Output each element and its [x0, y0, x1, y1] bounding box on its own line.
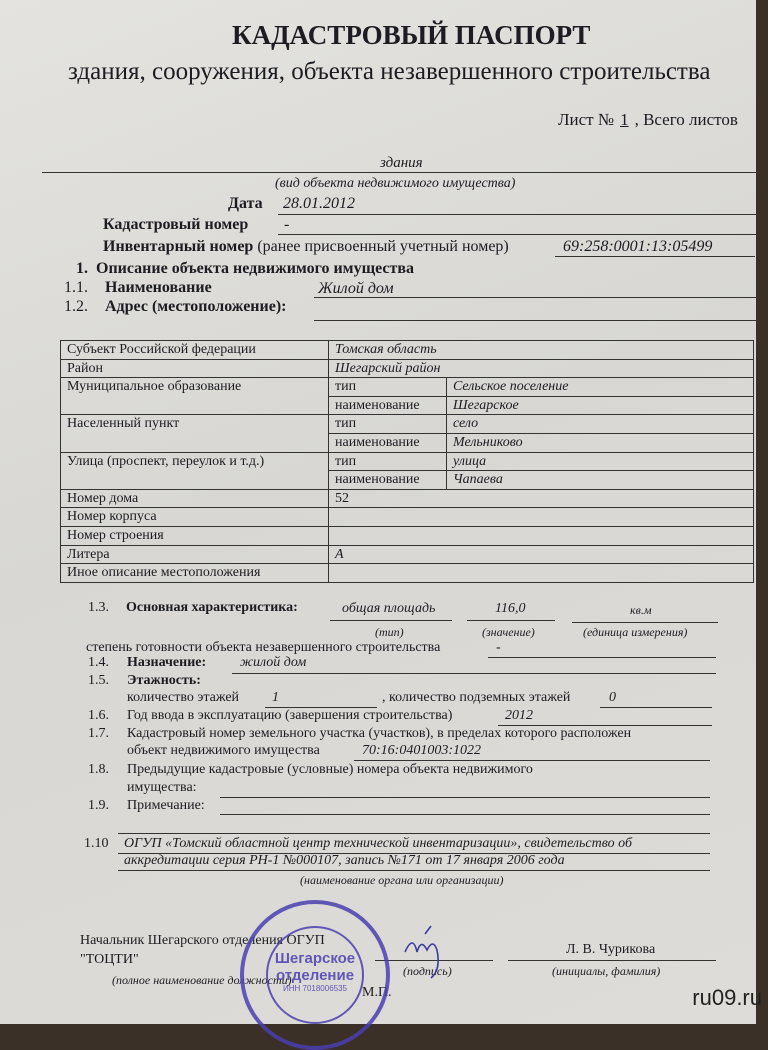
sheet-label: Лист № — [558, 110, 615, 129]
document-subtitle: здания, сооружения, объекта незавершенного строительства — [68, 58, 711, 85]
type-label: тип — [329, 378, 447, 397]
type-label: тип — [329, 452, 447, 471]
subject-value: Томская область — [329, 341, 754, 360]
address-label: Адрес (местоположение): — [105, 298, 287, 315]
watermark: ru09.ru — [692, 985, 762, 1010]
building-label: Номер корпуса — [61, 508, 329, 527]
object-type-caption: (вид объекта недвижимого имущества) — [275, 176, 516, 191]
cadastral-value: - — [284, 216, 290, 233]
main-value: 116,0 — [495, 601, 526, 616]
street-type: улица — [447, 452, 754, 471]
house-value: 52 — [329, 489, 754, 508]
name-sublabel: наименование — [329, 471, 447, 490]
item-number: 1.1. — [64, 279, 88, 296]
settlement-label: Населенный пункт — [61, 415, 329, 452]
underground-value: 0 — [609, 690, 616, 705]
date-label: Дата — [228, 195, 263, 212]
sign-caption: (подпись) — [403, 964, 452, 978]
sheet-number: 1 — [620, 110, 629, 129]
municipal-name: Шегарское — [447, 396, 754, 415]
org-line-2: аккредитации серия РН-1 №000107, запись №171 от 17 января 2006 года — [124, 853, 565, 868]
position-caption: (полное наименование должности) — [112, 973, 292, 987]
structure-label: Номер строения — [61, 526, 329, 545]
settlement-name: Мельниково — [447, 433, 754, 452]
type-label: тип — [329, 415, 447, 434]
settlement-type: село — [447, 415, 754, 434]
sheet-info — [558, 110, 738, 130]
date-value: 28.01.2012 — [283, 195, 355, 212]
purpose-value: жилой дом — [240, 655, 307, 670]
name-sublabel: наименование — [329, 433, 447, 452]
name-label: Наименование — [105, 279, 212, 296]
inventory-label: Инвентарный номер — [103, 238, 254, 255]
municipal-type: Сельское поселение — [447, 378, 754, 397]
main-type: общая площадь — [342, 601, 436, 616]
other-label: Иное описание местоположения — [61, 564, 329, 583]
inventory-note: (ранее присвоенный учетный номер) — [257, 238, 509, 255]
org-line-1: ОГУП «Томский областной центр технической инвентаризации», свидетельство об — [124, 836, 632, 851]
subject-label: Субъект Российской федерации — [61, 341, 329, 360]
object-type: здания — [380, 155, 423, 171]
address-table — [60, 340, 754, 583]
mp-label: М.П. — [362, 985, 392, 1000]
land-cadastral-value: 70:16:0401003:1022 — [362, 743, 481, 758]
handwritten-signature — [395, 922, 465, 982]
signer-org: "ТОЦТИ" — [80, 952, 139, 967]
main-unit: кв.м — [630, 603, 652, 617]
letter-label: Литера — [61, 545, 329, 564]
total-label: , Всего листов — [634, 110, 738, 129]
district-label: Район — [61, 359, 329, 378]
section-1-title: 1. Описание объекта недвижимого имущества — [76, 260, 414, 277]
house-label: Номер дома — [61, 489, 329, 508]
name-value: Жилой дом — [318, 280, 394, 297]
inventory-row — [103, 238, 509, 256]
official-stamp: Шегарское отделение ИНН 7018006535 — [240, 900, 390, 1050]
district-value: Шегарский район — [329, 359, 754, 378]
signer-name: Л. В. Чурикова — [566, 942, 656, 957]
municipal-label: Муниципальное образование — [61, 378, 329, 415]
main-label: Основная характеристика: — [126, 600, 298, 615]
document-title: КАДАСТРОВЫЙ ПАСПОРТ — [232, 20, 591, 50]
street-label: Улица (проспект, переулок и т.д.) — [61, 452, 329, 489]
inventory-value: 69:258:0001:13:05499 — [563, 238, 713, 255]
document-page: КАДАСТРОВЫЙ ПАСПОРТ здания, сооружения, объекта незавершенного строительства Лист № 1 , Всего листов здания (вид объекта недвижимого имущества) Дата 28.01.2012 Кадастровый номер - Инвентарный номер (ранее присвоенный учетный номер) 69:258:0001:13:05499 1. Описание объекта недвижимого имущества 1.1. Наименование Жилой дом 1.2. Адрес (местоположение): Субъект Российской федерации Томская область Район Шегарский район Муниципальное образование тип Сельское поселение наименование Шегарское Населенный пункт тип село наименование Мельниково Улица (проспект, переулок и т.д.) тип улица наименование Чапаева Номер дома 52 Номер корпуса Номер строения Литера А Иное описание местоположения 1.3. Основная характеристика: общая площадь 116,0 кв.м (тип) (значение) (единица измерения) степень готовности объекта незавершенного строительства - 1.4. Назначение: жилой дом 1.5. Этажность: количество этажей 1 , количество подземных этажей 0 1.6. Год ввода в эксплуатацию (завершения строительства) 2012 1.7. Кадастровый номер земельного участка (участков), в пределах которого расположен объект недвижимого имущества 70:16:0401003:1022 1.8. Предыдущие кадастровые (условные) номера объекта недвижимого имущества: 1.9. Примечание: 1.10 ОГУП «Томский областной центр технической инвентаризации», свидетельство об аккредитации серия РН-1 №000107, запись №171 от 17 января 2006 года (наименование органа или организации) Начальник Шегарского отделения ОГУП "ТОЦТИ" (полное наименование должности) М.П. (подпись) Л. В. Чурикова (инициалы, фамилия) Шегарское отделение ИНН 7018006535 — [0, 0, 756, 1024]
name-caption: (инициалы, фамилия) — [552, 964, 661, 978]
cadastral-label: Кадастровый номер — [103, 216, 249, 233]
floors-value: 1 — [272, 690, 279, 705]
year-value: 2012 — [505, 708, 533, 723]
name-sublabel: наименование — [329, 396, 447, 415]
item-number: 1.2. — [64, 298, 88, 315]
signer-position: Начальник Шегарского отделения ОГУП — [80, 933, 325, 948]
letter-value: А — [329, 545, 754, 564]
street-name: Чапаева — [447, 471, 754, 490]
